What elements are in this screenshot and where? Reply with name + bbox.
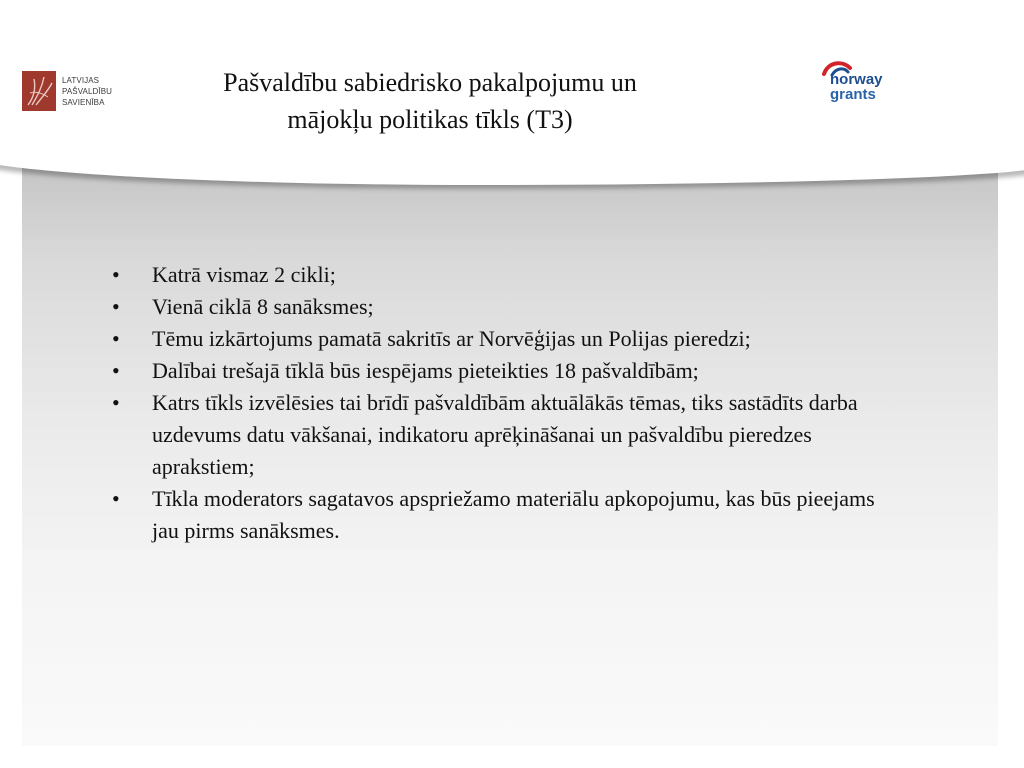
list-item-text: Tēmu izkārtojums pamatā sakritīs ar Norvēģijas un Polijas pieredzi;: [152, 326, 751, 351]
list-item-text: Tīkla moderators sagatavos apspriežamo materiālu apkopojumu, kas būs pieejams jau pirms sanāksmes.: [152, 486, 875, 543]
list-item: [112, 291, 902, 323]
norway-word: norway: [830, 71, 883, 88]
lps-logo: [22, 70, 122, 112]
bullet-dot: •: [112, 326, 120, 351]
lps-logo-icon: [22, 71, 56, 111]
list-item: [112, 355, 902, 387]
slide-title: [130, 64, 730, 138]
grants-word: grants: [830, 86, 876, 103]
bullet-dot: •: [112, 262, 120, 287]
list-item: [112, 483, 902, 547]
lps-logo-line: LATVIJAS: [62, 75, 100, 85]
list-item-text: Katrā vismaz 2 cikli;: [152, 262, 336, 287]
lps-logo-text: [62, 75, 112, 108]
list-item: [112, 323, 902, 355]
bullet-dot: •: [112, 390, 120, 415]
list-item-text: Vienā ciklā 8 sanāksmes;: [152, 294, 374, 319]
bullet-dot: •: [112, 486, 120, 511]
lps-logo-line: PAŠVALDĪBU: [62, 86, 113, 96]
norway-grants-logo: [820, 58, 910, 110]
bullet-list: [112, 259, 902, 547]
bullet-dot: •: [112, 294, 120, 319]
list-item: [112, 259, 902, 291]
title-line-2: mājokļu politikas tīkls (T3): [287, 105, 573, 134]
list-item-text: Dalībai trešajā tīklā būs iespējams pieteikties 18 pašvaldībām;: [152, 358, 699, 383]
title-line-1: Pašvaldību sabiedrisko pakalpojumu un: [223, 68, 637, 97]
norway-grants-text: [830, 72, 883, 102]
lps-logo-line: SAVIENĪBA: [62, 97, 105, 107]
list-item-text: Katrs tīkls izvēlēsies tai brīdī pašvaldībām aktuālākās tēmas, tiks sastādīts darba uzdevums datu vākšanai, indikatoru aprēķināšanai un pašvaldību pieredzes aprakstiem;: [152, 390, 858, 479]
list-item: [112, 387, 902, 483]
bullet-dot: •: [112, 358, 120, 383]
